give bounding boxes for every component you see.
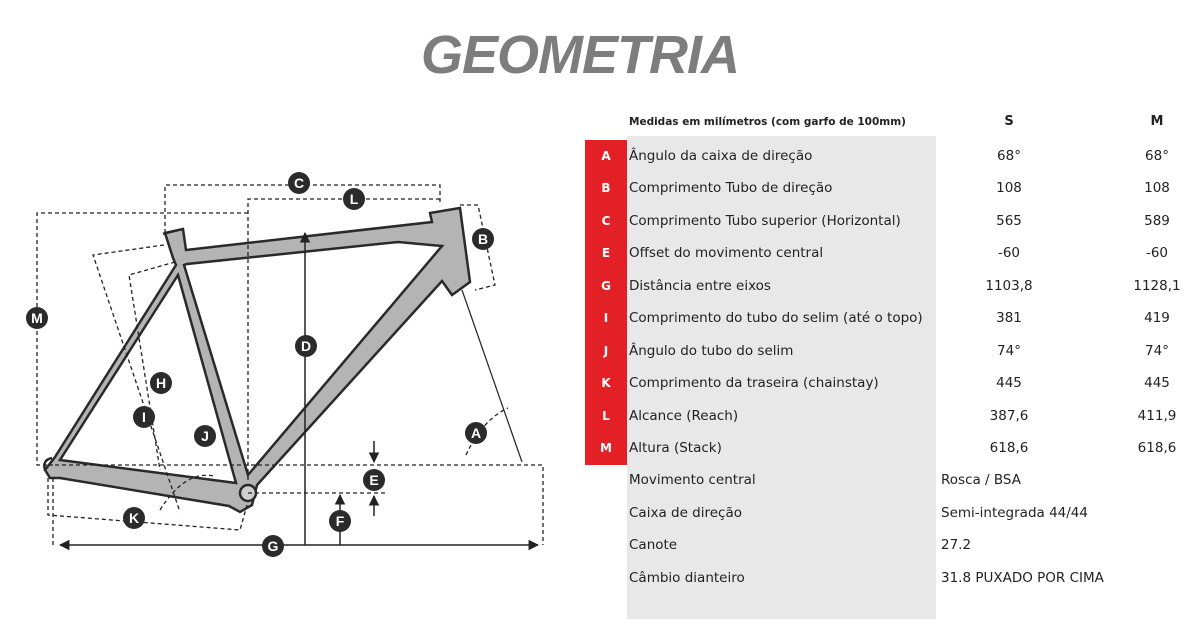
row-label: Alcance (Reach) bbox=[629, 408, 739, 424]
row-letter: B bbox=[585, 172, 627, 205]
svg-text:H: H bbox=[155, 375, 167, 391]
spec-row bbox=[585, 529, 1200, 562]
row-label: Offset do movimento central bbox=[629, 245, 824, 261]
row-label: Comprimento Tubo de direção bbox=[629, 180, 833, 196]
row-label: Ângulo da caixa de direção bbox=[629, 148, 813, 164]
spec-value: 27.2 bbox=[941, 537, 972, 553]
row-letter: C bbox=[585, 205, 627, 238]
spec-value: Semi-integrada 44/44 bbox=[941, 505, 1088, 521]
table-row bbox=[585, 205, 1200, 238]
svg-text:K: K bbox=[128, 510, 140, 526]
row-value-m: 1128,1 bbox=[1133, 278, 1181, 294]
bike-frame bbox=[45, 208, 470, 512]
table-row bbox=[585, 432, 1200, 465]
table-header bbox=[585, 108, 1200, 136]
row-label: Ângulo do tubo do selim bbox=[629, 343, 794, 359]
row-value-s: 618,6 bbox=[989, 440, 1029, 456]
row-value-m: 74° bbox=[1145, 343, 1169, 359]
row-value-s: 565 bbox=[996, 213, 1022, 229]
geometry-table bbox=[585, 108, 1200, 620]
row-value-s: 387,6 bbox=[989, 408, 1029, 424]
row-value-s: 381 bbox=[996, 310, 1022, 326]
spec-row bbox=[585, 497, 1200, 530]
header-size-m: M bbox=[1150, 114, 1164, 129]
badge-f bbox=[329, 510, 351, 532]
svg-text:G: G bbox=[267, 538, 279, 554]
table-row bbox=[585, 237, 1200, 270]
svg-text:B: B bbox=[477, 231, 489, 247]
row-letter: A bbox=[585, 140, 627, 173]
badge-c bbox=[288, 172, 310, 194]
row-label: Distância entre eixos bbox=[629, 278, 771, 294]
spec-label: Canote bbox=[629, 537, 678, 553]
table-row bbox=[585, 172, 1200, 205]
svg-text:D: D bbox=[300, 338, 312, 354]
row-value-m: 411,9 bbox=[1137, 408, 1177, 424]
row-letter: K bbox=[585, 367, 627, 400]
badge-b bbox=[472, 228, 494, 250]
row-value-m: 589 bbox=[1144, 213, 1170, 229]
spec-label: Câmbio dianteiro bbox=[629, 570, 745, 586]
row-value-m: 68° bbox=[1145, 148, 1169, 164]
badge-g bbox=[262, 535, 284, 557]
svg-text:E: E bbox=[369, 472, 379, 488]
row-value-s: 74° bbox=[997, 343, 1021, 359]
svg-text:F: F bbox=[335, 513, 345, 529]
badge-a bbox=[465, 422, 487, 444]
header-size-s: S bbox=[1004, 114, 1014, 129]
svg-text:C: C bbox=[293, 175, 305, 191]
frame-geometry-diagram bbox=[0, 0, 590, 624]
svg-text:J: J bbox=[201, 428, 209, 444]
badge-d bbox=[295, 335, 317, 357]
spec-label: Caixa de direção bbox=[629, 505, 743, 521]
svg-text:L: L bbox=[349, 191, 359, 207]
spec-value: 31.8 PUXADO POR CIMA bbox=[941, 570, 1104, 586]
row-letter: L bbox=[585, 400, 627, 433]
row-value-m: 419 bbox=[1144, 310, 1170, 326]
row-value-s: 1103,8 bbox=[985, 278, 1033, 294]
row-letter: G bbox=[585, 270, 627, 303]
row-value-m: 108 bbox=[1144, 180, 1170, 196]
row-letter: J bbox=[585, 335, 627, 368]
table-row bbox=[585, 335, 1200, 368]
badge-j bbox=[194, 425, 216, 447]
row-value-m: -60 bbox=[1145, 245, 1169, 261]
table-row bbox=[585, 367, 1200, 400]
row-letter: M bbox=[585, 432, 627, 465]
row-label: Comprimento da traseira (chainstay) bbox=[629, 375, 879, 391]
badge-i bbox=[133, 406, 155, 428]
svg-text:M: M bbox=[31, 310, 43, 326]
table-row bbox=[585, 140, 1200, 173]
row-value-s: 68° bbox=[997, 148, 1021, 164]
row-letter: I bbox=[585, 302, 627, 335]
spec-row bbox=[585, 562, 1200, 595]
row-label: Comprimento Tubo superior (Horizontal) bbox=[629, 213, 901, 229]
row-value-m: 618,6 bbox=[1137, 440, 1177, 456]
row-value-s: -60 bbox=[997, 245, 1021, 261]
spec-row bbox=[585, 464, 1200, 497]
svg-text:I: I bbox=[142, 409, 146, 425]
row-value-s: 445 bbox=[996, 375, 1022, 391]
row-value-m: 445 bbox=[1144, 375, 1170, 391]
badge-k bbox=[123, 507, 145, 529]
spec-value: Rosca / BSA bbox=[941, 472, 1021, 488]
svg-text:A: A bbox=[470, 425, 482, 441]
row-label: Comprimento do tubo do selim (até o topo) bbox=[629, 310, 923, 326]
badge-m bbox=[26, 307, 48, 329]
row-value-s: 108 bbox=[996, 180, 1022, 196]
table-row bbox=[585, 302, 1200, 335]
row-letter: E bbox=[585, 237, 627, 270]
table-row bbox=[585, 400, 1200, 433]
badge-l bbox=[343, 188, 365, 210]
row-label: Altura (Stack) bbox=[629, 440, 722, 456]
table-row bbox=[585, 270, 1200, 303]
badge-h bbox=[150, 372, 172, 394]
spec-label: Movimento central bbox=[629, 472, 756, 488]
badge-e bbox=[363, 469, 385, 491]
header-label: Medidas em milímetros (com garfo de 100mm) bbox=[629, 116, 906, 128]
page-title: GEOMETRIA bbox=[420, 25, 739, 85]
